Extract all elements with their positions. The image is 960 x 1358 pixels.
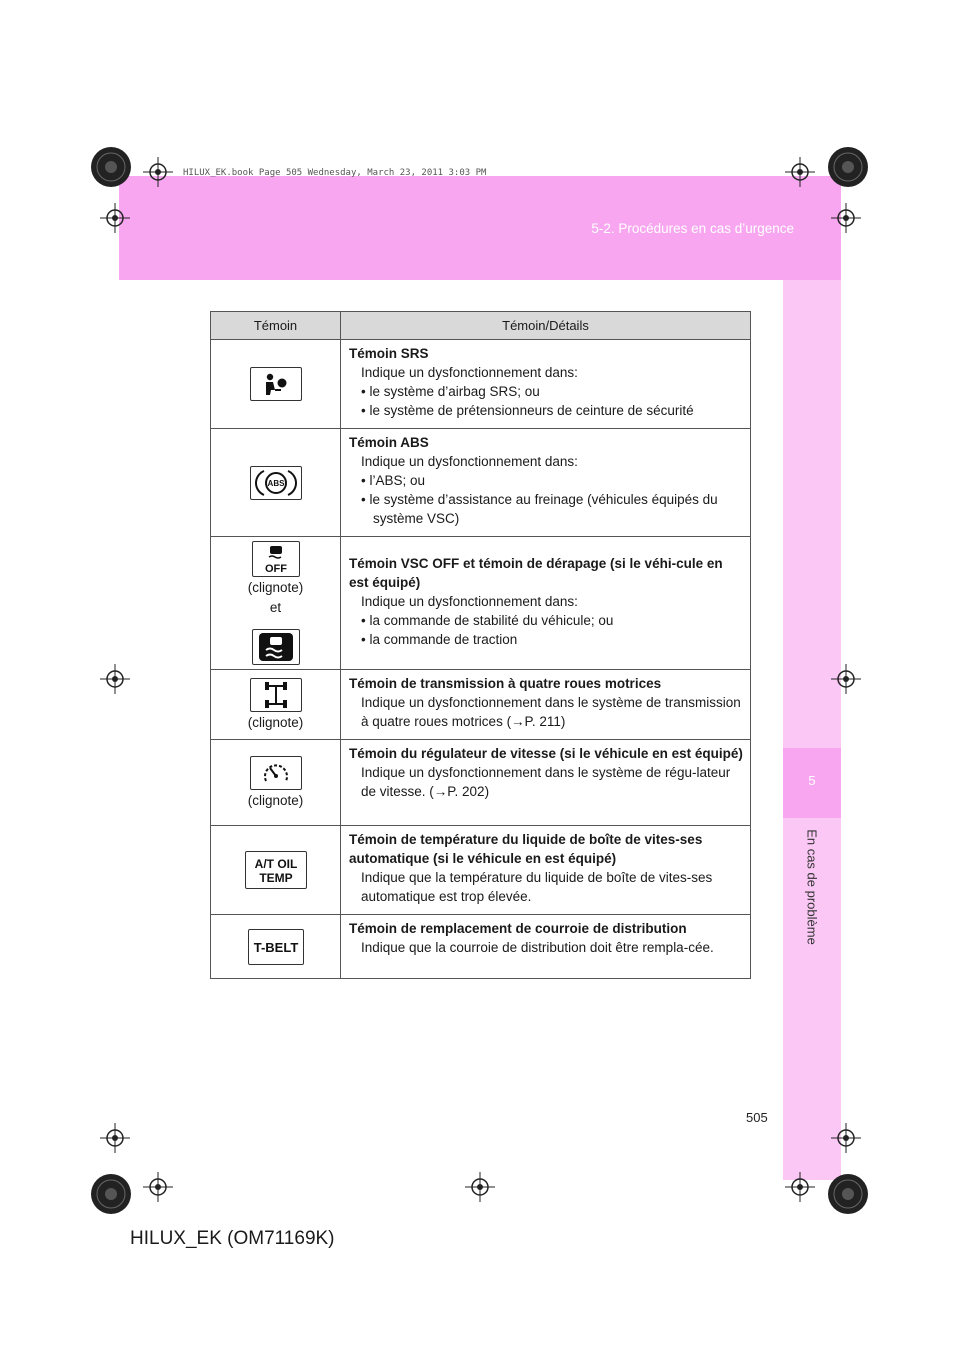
indicator-icon-cell xyxy=(211,915,341,979)
registration-crosshair-icon xyxy=(143,1172,173,1202)
section-title: 5-2. Procédures en cas d’urgence xyxy=(591,221,794,236)
registration-crosshair-icon xyxy=(831,203,861,233)
document-code: HILUX_EK (OM71169K) xyxy=(130,1228,335,1249)
indicator-description: Indique que la courroie de distribution doit être rempla-cée. xyxy=(361,940,714,955)
bullet-list xyxy=(349,611,744,649)
abs-icon xyxy=(250,466,302,500)
indicator-icon-cell xyxy=(211,537,341,670)
list-item: • le système d’assistance au freinage (véhicules équipés du système VSC) xyxy=(349,490,744,528)
indicator-description: Indique un dysfonctionnement dans le système de régu-lateur de vitesse. (→P. 202) xyxy=(361,765,731,799)
list-item: • la commande de stabilité du véhicule; ou xyxy=(349,611,744,630)
registration-crosshair-icon xyxy=(143,157,173,187)
bullet-list xyxy=(349,471,744,528)
indicator-title: Témoin ABS xyxy=(349,435,429,450)
indicator-details xyxy=(341,340,751,429)
crop-mark-icon xyxy=(826,1172,870,1216)
icon-caption: et xyxy=(269,600,282,615)
registration-crosshair-icon xyxy=(785,157,815,187)
table-row xyxy=(211,915,751,979)
indicator-description: Indique un dysfonctionnement dans: xyxy=(361,593,578,609)
indicator-details xyxy=(341,740,751,826)
registration-crosshair-icon xyxy=(465,1172,495,1202)
indicator-table xyxy=(210,311,751,979)
bullet-list xyxy=(349,382,744,420)
indicator-description: Indique un dysfonctionnement dans: xyxy=(361,365,578,380)
table-row xyxy=(211,826,751,915)
vsc-off-icon xyxy=(252,541,300,577)
list-item: • l’ABS; ou xyxy=(349,471,744,490)
indicator-title: Témoin de transmission à quatre roues motrices xyxy=(349,676,662,691)
icon-caption: (clignote) xyxy=(247,792,304,808)
table-row xyxy=(211,740,751,826)
indicator-title: Témoin de remplacement de courroie de distribution xyxy=(349,921,687,936)
indicator-description: Indique un dysfonctionnement dans: xyxy=(361,454,578,469)
abs-icon-text: ABS xyxy=(267,478,284,488)
print-info: HILUX_EK.book Page 505 Wednesday, March 23, 2011 3:03 PM xyxy=(183,168,487,178)
registration-crosshair-icon xyxy=(831,1123,861,1153)
indicator-details xyxy=(341,670,751,740)
indicator-details xyxy=(341,429,751,537)
indicator-icon-cell xyxy=(211,340,341,429)
table-row xyxy=(211,429,751,537)
four-wheel-drive-icon xyxy=(250,678,302,712)
chapter-title: En cas de problème xyxy=(804,829,820,945)
crop-mark-icon xyxy=(89,145,133,189)
t-belt-icon-text: T-BELT xyxy=(253,939,298,955)
column-header-details: Témoin/Détails xyxy=(341,312,751,340)
side-tab xyxy=(783,280,841,1180)
table-row xyxy=(211,340,751,429)
airbag-icon xyxy=(250,367,302,401)
indicator-details xyxy=(341,826,751,915)
table-row xyxy=(211,537,751,670)
table-row xyxy=(211,670,751,740)
page-number: 505 xyxy=(746,1110,768,1125)
vsc-off-icon-text: OFF xyxy=(264,563,287,575)
at-oil-temp-icon xyxy=(245,851,307,889)
registration-crosshair-icon xyxy=(100,1123,130,1153)
list-item: • le système d’airbag SRS; ou xyxy=(349,382,744,401)
indicator-icon-cell xyxy=(211,670,341,740)
registration-crosshair-icon xyxy=(785,1172,815,1202)
registration-crosshair-icon xyxy=(100,664,130,694)
list-item: • le système de prétensionneurs de ceinture de sécurité xyxy=(349,401,744,420)
indicator-description: Indique que la température du liquide de boîte de vites-ses automatique est trop élevée. xyxy=(361,870,713,904)
crop-mark-icon xyxy=(826,145,870,189)
icon-caption: (clignote) xyxy=(247,580,304,595)
chapter-number: 5 xyxy=(808,773,816,788)
chapter-tab xyxy=(783,748,841,818)
at-oil-temp-icon-text-line2: TEMP xyxy=(258,871,293,885)
registration-crosshair-icon xyxy=(100,203,130,233)
indicator-icon-cell xyxy=(211,740,341,826)
indicator-description: Indique un dysfonctionnement dans le système de transmission à quatre roues motrices (→P. 211) xyxy=(361,695,741,729)
indicator-icon-cell xyxy=(211,826,341,915)
indicator-icon-cell xyxy=(211,429,341,537)
indicator-details xyxy=(341,537,751,670)
column-header-indicator: Témoin xyxy=(211,312,341,340)
icon-caption: (clignote) xyxy=(247,714,304,730)
indicator-title: Témoin du régulateur de vitesse (si le véhicule en est équipé) xyxy=(349,746,743,761)
list-item: • la commande de traction xyxy=(349,630,744,649)
cruise-control-icon xyxy=(250,756,302,790)
crop-mark-icon xyxy=(89,1172,133,1216)
indicator-title: Témoin SRS xyxy=(349,346,429,361)
indicator-title: Témoin VSC OFF et témoin de dérapage (si le véhi-cule en est équipé) xyxy=(349,555,723,590)
indicator-title: Témoin de température du liquide de boîte de vites-ses automatique (si le véhicule en est équipé) xyxy=(349,832,703,866)
registration-crosshair-icon xyxy=(831,664,861,694)
t-belt-icon xyxy=(248,929,304,965)
slip-indicator-icon xyxy=(252,629,300,665)
at-oil-temp-icon-text-line1: A/T OIL xyxy=(254,857,297,871)
table-header-row xyxy=(211,312,751,340)
indicator-details xyxy=(341,915,751,979)
